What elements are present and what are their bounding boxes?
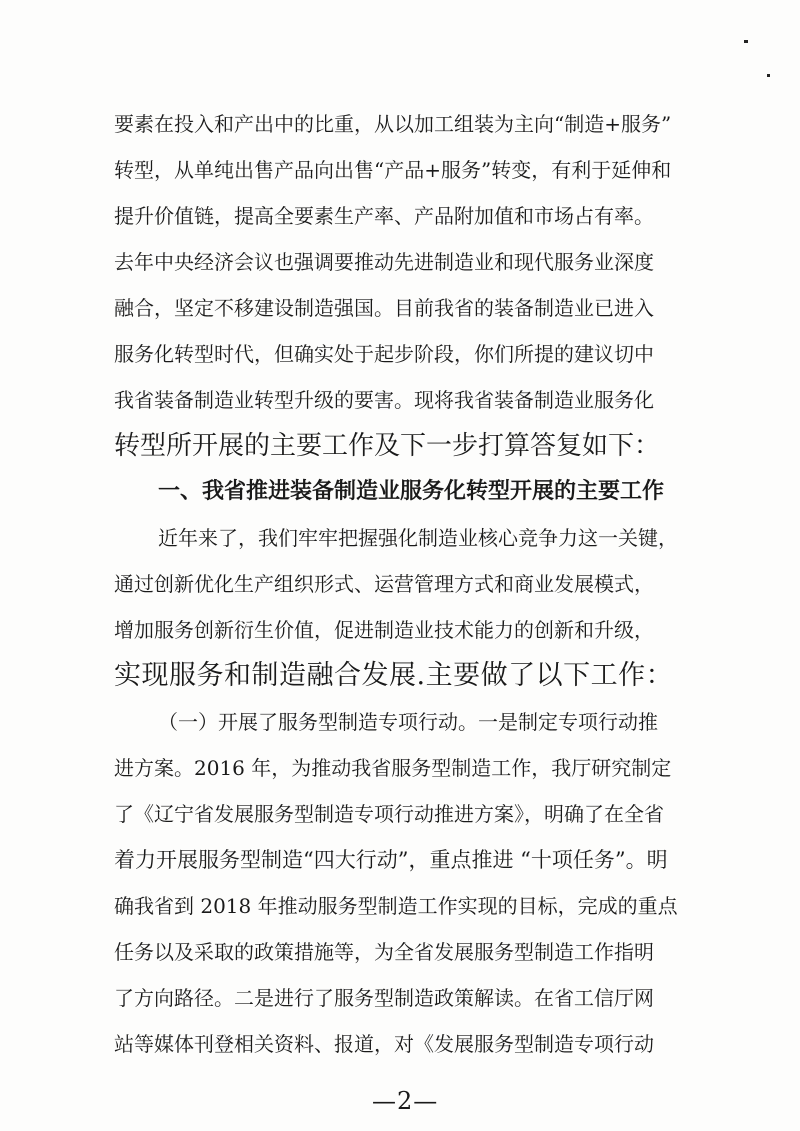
body-line: 要素在投入和产出中的比重，从以加工组装为主向“制造+服务”: [114, 112, 672, 136]
body-line: 转型所开展的主要工作及下一步打算答复如下：: [114, 431, 661, 461]
body-line: 转型，从单纯出售产品向出售“产品+服务”转变，有利于延伸和: [114, 158, 672, 182]
body-line: 了《辽宁省发展服务型制造专项行动推进方案》，明确了在全省: [114, 802, 664, 826]
body-line: 提升价值链，提高全要素生产率、产品附加值和市场占有率。: [114, 204, 654, 228]
body-line: 了方向路径。二是进行了服务型制造政策解读。在省工信厅网: [114, 986, 654, 1010]
body-line: 通过创新优化生产组织形式、运营管理方式和商业发展模式，: [114, 572, 654, 596]
scan-speck: [767, 74, 770, 77]
scan-speck: [744, 40, 748, 43]
body-line: 服务化转型时代，但确实处于起步阶段，你们所提的建议切中: [114, 342, 654, 366]
page-number: —2—: [372, 1087, 439, 1115]
body-line: 融合，坚定不移建设制造强国。目前我省的装备制造业已进入: [114, 296, 654, 320]
body-line: 任务以及采取的政策措施等，为全省发展服务型制造工作指明: [114, 940, 654, 964]
body-line: （一）开展了服务型制造专项行动。一是制定专项行动推: [158, 710, 658, 734]
body-line: 确我省到 2018 年推动服务型制造工作实现的目标，完成的重点: [114, 894, 678, 918]
body-line: 增加服务创新衍生价值，促进制造业技术能力的创新和升级，: [114, 618, 654, 642]
body-line: 近年来了，我们牢牢把握强化制造业核心竞争力这一关键，: [158, 526, 678, 550]
body-line: 进方案。2016 年，为推动我省服务型制造工作，我厅研究制定: [114, 756, 672, 780]
section-heading: 一、我省推进装备制造业服务化转型开展的主要工作: [158, 479, 665, 504]
body-line: 实现服务和制造融合发展.主要做了以下工作：: [114, 660, 674, 691]
body-line: 站等媒体刊登相关资料、报道，对《发展服务型制造专项行动: [114, 1032, 654, 1056]
body-line: 我省装备制造业转型升级的要害。现将我省装备制造业服务化: [114, 388, 654, 412]
body-line: 着力开展服务型制造“四大行动”，重点推进 “十项任务”。明: [114, 848, 668, 872]
body-line: 去年中央经济会议也强调要推动先进制造业和现代服务业深度: [114, 250, 654, 274]
